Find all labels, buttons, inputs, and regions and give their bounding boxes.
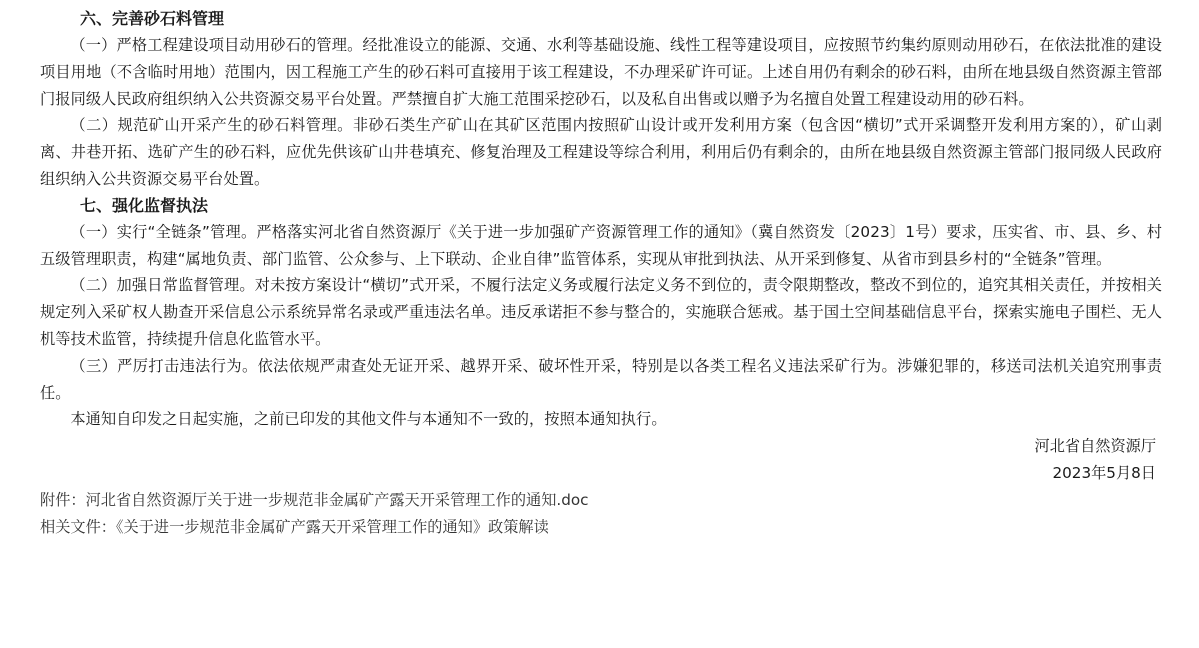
paragraph-6-1: （一）严格工程建设项目动用砂石的管理。经批准设立的能源、交通、水利等基础设施、线性工程等建设项目，应按照节约集约原则动用砂石，在依法批准的建设项目用地（不含临时用地）范围内，因工程施工产生的砂石料可直接用于该工程建设，不办理采矿许可证。上述自用仍有剩余的砂石料，由所在地县级自然资源主管部门报同级人民政府组织纳入公共资源交易平台处置。严禁擅自扩大施工范围采挖砂石，以及私自出售或以赠予为名擅自处置工程建设动用的砂石料。	[40, 36, 1162, 108]
section-heading-6: 六、完善砂石料管理	[80, 9, 225, 28]
attachment-line	[40, 487, 1162, 514]
paragraph-7-1: （一）实行“全链条”管理。严格落实河北省自然资源厅《关于进一步加强矿产资源管理工作的通知》（冀自然资发〔2023〕1号）要求，压实省、市、县、乡、村五级管理职责，构建“属地负责、部门监管、公众参与、上下联动、企业自律”监管体系，实现从审批到执法、从开采到修复、从省市到县乡村的“全链条”管理。	[40, 222, 1162, 268]
document-body	[40, 6, 1162, 541]
section-heading-7: 七、强化监督执法	[80, 195, 209, 215]
attachment-label: 附件：	[40, 491, 86, 510]
attachment-link[interactable]: 河北省自然资源厅关于进一步规范非金属矿产露天开采管理工作的通知.doc	[85, 491, 589, 510]
related-files-line	[40, 514, 1162, 541]
related-files-label: 相关文件：	[40, 518, 116, 537]
paragraph-7-3: （三）严厉打击违法行为。依法依规严肃查处无证开采、越界开采、破坏性开采，特别是以各类工程名义违法采矿行为。涉嫌犯罪的，移送司法机关追究刑事责任。	[40, 356, 1162, 402]
signature-org: 河北省自然资源厅	[1034, 437, 1156, 456]
signature-date: 2023年5月8日	[1052, 464, 1156, 483]
related-files-link[interactable]: 《关于进一步规范非金属矿产露天开采管理工作的通知》政策解读	[115, 518, 549, 537]
paragraph-7-2: （二）加强日常监督管理。对未按方案设计“横切”式开采，不履行法定义务或履行法定义务不到位的，责令限期整改，整改不到位的，追究其相关责任，并按相关规定列入采矿权人勘查开采信息公示系统异常名录或严重违法名单。违反承诺拒不参与整合的，实施联合惩戒。基于国土空间基础信息平台，探索实施电子围栏、无人机等技术监管，持续提升信息化监管水平。	[40, 276, 1162, 348]
paragraph-6-2: （二）规范矿山开采产生的砂石料管理。非砂石类生产矿山在其矿区范围内按照矿山设计或开发利用方案（包含因“横切”式开采调整开发利用方案的），矿山剥离、井巷开拓、选矿产生的砂石料，应优先供该矿山井巷填充、修复治理及工程建设等综合利用，利用后仍有剩余的，由所在地县级自然资源主管部门报同级人民政府组织纳入公共资源交易平台处置。	[40, 116, 1162, 188]
closing-paragraph: 本通知自印发之日起实施，之前已印发的其他文件与本通知不一致的，按照本通知执行。	[70, 410, 667, 429]
